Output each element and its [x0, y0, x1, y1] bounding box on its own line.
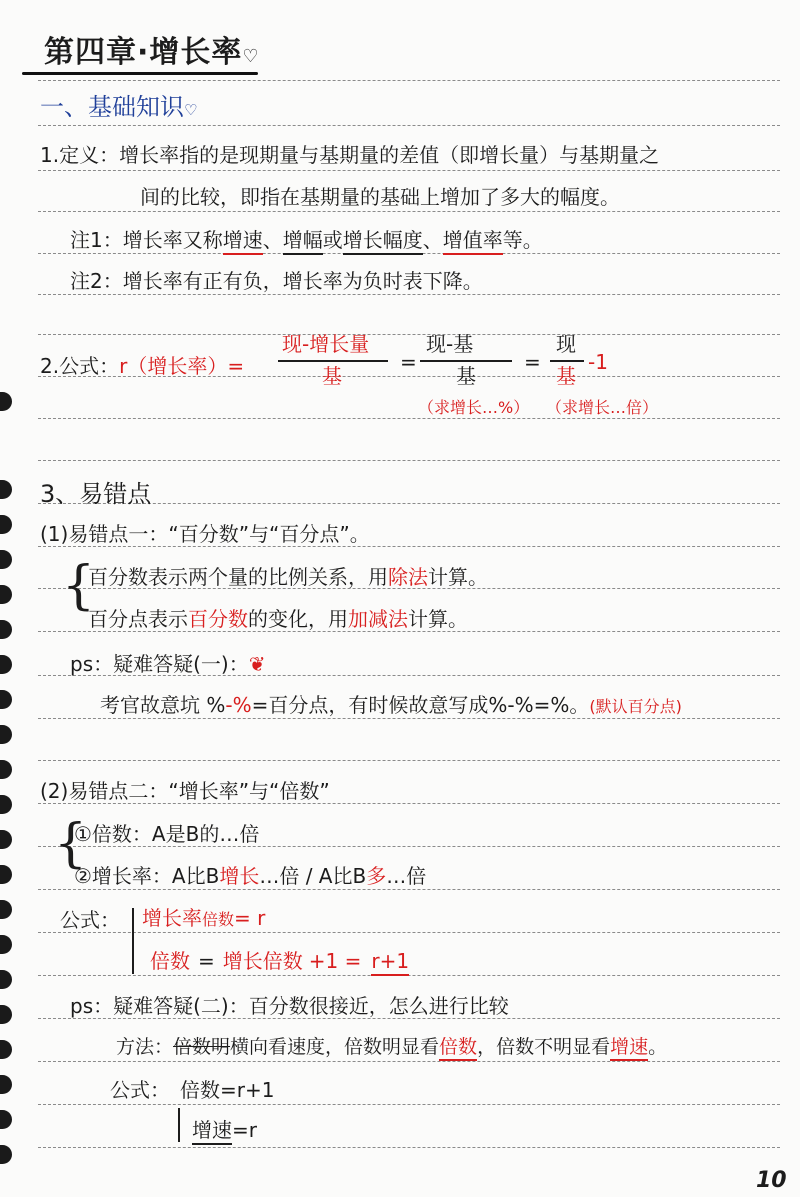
binding-hole [0, 1145, 12, 1164]
formula-label [40, 356, 244, 376]
binding-hole [0, 1040, 12, 1059]
note-1-term-speed: 增速 [223, 228, 263, 255]
note-1-term-growth-range: 增长幅度 [343, 228, 423, 255]
ruled-line [38, 803, 780, 804]
pitfall-2-line-2-text: ②增长率：A比B [74, 864, 220, 888]
ps-1-line [100, 695, 682, 715]
formula-2-growth-multiple: 增长倍数 [222, 949, 303, 973]
definition-line-2: 间的比较，即指在基期量的基础上增加了多大的幅度。 [140, 185, 620, 209]
ruled-line [38, 546, 780, 547]
ps-1-label [70, 654, 266, 674]
ps-1-line-mid: =百分点，有时候故意写成%-%=%。 [251, 693, 590, 717]
formula-3-line-2 [192, 1120, 257, 1140]
formula-3-label: 公式： [110, 1078, 170, 1102]
ruled-line [38, 294, 780, 295]
ruled-line [38, 718, 780, 719]
formula-2-line-1 [142, 908, 265, 928]
definition-line-1 [40, 145, 659, 165]
fraction-3-bar [550, 360, 584, 362]
pitfall-1-line-2-text: 百分点表示 [88, 607, 188, 631]
note-1-prefix: 注1：增长率又称 [70, 228, 223, 252]
method-crossed: 倍数明 [173, 1036, 231, 1058]
note-1-term-value-rate: 增值率 [443, 228, 503, 255]
ruled-line [38, 932, 780, 933]
ruled-line [38, 211, 780, 212]
binding-hole [0, 970, 12, 989]
fraction-2-bar [420, 360, 512, 362]
fraction-3-tail: -1 [588, 350, 608, 374]
binding-hole [0, 900, 12, 919]
formula-3-line-1 [110, 1080, 274, 1100]
binding-hole [0, 620, 12, 639]
method-line [116, 1038, 667, 1057]
page-number: 10 [756, 1168, 787, 1193]
heart-icon: ♡ [242, 46, 260, 67]
binding-hole [0, 865, 12, 884]
binding-hole [0, 480, 12, 499]
page-title [44, 35, 260, 70]
pitfall-2-line-2-mid: …倍 / A比B [259, 864, 367, 888]
ruled-line [38, 846, 780, 847]
ruled-line [38, 418, 780, 419]
note-1-term-increase: 增幅 [283, 228, 323, 255]
binding-hole [0, 392, 12, 411]
binding-hole [0, 585, 12, 604]
method-text: 横向看速度，倍数明显看 [230, 1036, 440, 1058]
pitfall-2-line-1: ①倍数：A是B的…倍 [74, 822, 260, 846]
ps-2-line: ps：疑难答疑(二)：百分数很接近，怎么进行比较 [70, 994, 509, 1018]
formula-2-r-plus-one: r+1 [371, 949, 409, 976]
section-heading-text: 一、基础知识 [40, 93, 184, 121]
pitfall-2-line-2 [74, 866, 426, 886]
pitfall-1-line-1 [88, 567, 488, 587]
binding-hole [0, 935, 12, 954]
formula-2-growth-rate: 增长率 [142, 906, 202, 930]
formula-2-line-2 [150, 951, 409, 971]
method-label: 方法： [116, 1036, 174, 1058]
section-heading-pitfalls: 3、易错点 [40, 480, 152, 508]
binding-hole [0, 830, 12, 849]
method-multiple: 倍数 [439, 1036, 477, 1061]
definition-text: 增长率指的是现期量与基期量的差值（即增长量）与基期量之 [119, 143, 660, 167]
section-heading-basics [40, 95, 197, 119]
fraction-3-denominator: 基 [556, 364, 576, 388]
pitfall-1-add-subtract: 加减法 [348, 607, 408, 631]
note-times: （求增长…倍） [546, 398, 659, 417]
formula-3-multiple: 倍数=r+1 [180, 1078, 275, 1102]
ruled-line [38, 1061, 780, 1062]
formula-label-text: 2.公式： [40, 354, 120, 378]
formula-2-multiple: 倍数 [202, 910, 235, 929]
binding-hole [0, 795, 12, 814]
equals-sign: = [524, 350, 541, 374]
note-percent: （求增长…%） [418, 398, 530, 417]
pitfall-2-line-2-end: …倍 [386, 864, 427, 888]
heart-icon: ❦ [248, 652, 266, 676]
ruled-line [38, 80, 780, 81]
pitfall-1-line-2 [88, 609, 468, 629]
definition-label: 1.定义： [40, 143, 120, 167]
formula-2-label: 公式： [60, 908, 120, 932]
note-1-separator: 、 [262, 228, 283, 252]
pitfall-1-title: (1)易错点一：“百分数”与“百分点”。 [40, 522, 370, 546]
pitfall-2-more: 多 [366, 864, 387, 888]
ruled-line [38, 334, 780, 335]
pitfall-1-division: 除法 [388, 565, 428, 589]
ruled-line [38, 975, 780, 976]
fraction-2-denominator: 基 [456, 364, 476, 388]
ruled-line [38, 1104, 780, 1105]
formula-2-equals: = [198, 949, 215, 973]
fraction-1-numerator: 现-增长量 [282, 332, 370, 356]
formula-2-equals-r: = r [234, 906, 266, 930]
page-title-text: 第四章·增长率 [44, 35, 243, 70]
fraction-3-numerator: 现 [556, 332, 576, 356]
binding-hole [0, 655, 12, 674]
formula-2-multiple: 倍数 [150, 949, 190, 973]
formula-r: r（增长率）= [119, 354, 245, 378]
ruled-line [38, 170, 780, 171]
formula-bracket [132, 908, 134, 974]
pitfall-1-percentage: 百分数 [188, 607, 248, 631]
binding-hole [0, 690, 12, 709]
ruled-line [38, 1147, 780, 1148]
ps-1-line-start: 考官故意坑 % [100, 693, 226, 717]
binding-hole [0, 515, 12, 534]
ruled-line [38, 1018, 780, 1019]
binding-holes [0, 380, 20, 1180]
heart-icon: ♡ [184, 101, 198, 119]
fraction-1-denominator: 基 [322, 364, 342, 388]
pitfall-1-line-1-text: 百分数表示两个量的比例关系，用 [88, 565, 388, 589]
binding-hole [0, 1110, 12, 1129]
ruled-line [38, 460, 780, 461]
method-text-2: ，倍数不明显看 [477, 1036, 611, 1058]
ruled-line [38, 889, 780, 890]
note-2: 注2：增长率有正有负，增长率为负时表下降。 [70, 269, 483, 293]
equals-sign: = [400, 350, 417, 374]
formula-3-equals-r: =r [232, 1118, 257, 1142]
ps-1-default-note: (默认百分点) [589, 697, 682, 716]
brace-bracket: { [54, 814, 88, 874]
note-1 [70, 230, 543, 250]
pitfall-2-title: (2)易错点二：“增长率”与“倍数” [40, 779, 330, 803]
binding-hole [0, 760, 12, 779]
binding-hole [0, 1005, 12, 1024]
note-1-or: 或 [322, 228, 343, 252]
pitfall-2-growth: 增长 [219, 864, 260, 888]
fraction-2-numerator: 现-基 [426, 332, 474, 356]
ps-1-label-text: ps：疑难答疑(一)： [70, 652, 249, 676]
binding-hole [0, 1075, 12, 1094]
pitfall-1-line-1-end: 计算。 [428, 565, 488, 589]
fraction-1-bar [278, 360, 388, 362]
ruled-line [38, 631, 780, 632]
note-1-end: 等。 [502, 228, 543, 252]
ruled-line [38, 125, 780, 126]
ps-1-minus-percent: -% [225, 693, 252, 717]
formula-2-plus-one: +1 = [308, 949, 362, 973]
note-1-separator: 、 [422, 228, 443, 252]
pitfall-1-line-2-mid: 的变化，用 [248, 607, 348, 631]
ruled-line [38, 760, 780, 761]
method-end: 。 [648, 1036, 668, 1058]
pitfall-1-line-2-end: 计算。 [408, 607, 468, 631]
method-speed: 增速 [610, 1036, 648, 1061]
binding-hole [0, 550, 12, 569]
formula-3-speed: 增速 [192, 1118, 232, 1145]
binding-hole [0, 725, 12, 744]
title-underline [22, 72, 258, 75]
formula-bracket [178, 1108, 180, 1142]
brace-bracket: { [62, 556, 96, 616]
